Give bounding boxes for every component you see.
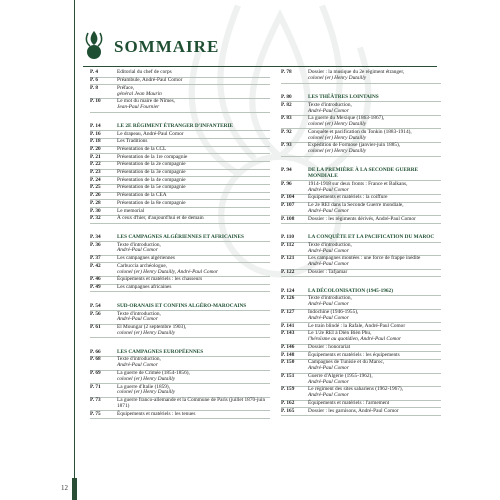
- toc-page-number: P. 80: [281, 93, 292, 100]
- toc-entry[interactable]: [90, 398, 270, 412]
- toc-page-number: P. 146: [281, 343, 295, 350]
- toc-page-number: P. 4: [90, 69, 99, 76]
- toc-entry-title: La guerre d'Italie (1859), colonel (er) Henry Dutailly: [117, 385, 270, 397]
- toc-entry-title: El Moungar (2 septembre 1903), colonel (er) Henry Dutailly: [117, 325, 270, 337]
- toc-page-number: P. 28: [90, 199, 101, 206]
- toc-entry-title: Le drapeau, André-Paul Comor: [117, 130, 184, 137]
- toc-entry[interactable]: [281, 70, 441, 84]
- toc-entry[interactable]: [90, 242, 270, 256]
- toc-entry[interactable]: [90, 311, 270, 325]
- toc-entry-title: La guerre franco-allemande et la Commune de Paris (juillet 1870-juin 1871): [117, 397, 266, 410]
- toc-page-number: P. 69: [90, 369, 101, 376]
- toc-page-number: P. 162: [281, 400, 295, 407]
- toc-entry-title: Équipements et matériels : les chasseurs: [117, 276, 203, 283]
- toc-page-number: P. 104: [281, 194, 295, 201]
- toc-entry[interactable]: [90, 325, 270, 339]
- toc-entry[interactable]: [90, 285, 270, 293]
- toc-page-number: P. 37: [90, 255, 101, 262]
- toc-page-number: P. 49: [90, 284, 101, 291]
- section-gap: [281, 157, 441, 168]
- toc-page-number: P. 159: [281, 386, 295, 393]
- toc-page-number: P. 73: [90, 397, 101, 404]
- toc-entry-title: DE LA PREMIÈRE À LA SECONDE GUERRE MONDIALE: [308, 167, 419, 179]
- toc-entry-title: Carbuccia archéologue, colonel (er) Henry Dutailly, André-Paul Comor: [117, 264, 270, 276]
- toc-page-number: P. 165: [281, 407, 295, 414]
- toc-entry-title: Guerre d'Algérie (1955-1962), André-Paul Comor: [308, 374, 441, 386]
- toc-page-number: P. 16: [90, 130, 101, 137]
- toc-page-number: P. 122: [281, 269, 295, 276]
- toc-entry-title: Préambule, André-Paul Comor: [117, 77, 183, 84]
- toc-entry[interactable]: [281, 181, 441, 195]
- toc-page-number: P. 32: [90, 215, 101, 222]
- toc-entry[interactable]: [281, 270, 441, 278]
- page-spine-rule: [74, 0, 75, 500]
- toc-page-number: P. 14: [90, 122, 101, 129]
- toc-entry-title: À ceux d'hier, d'aujourd'hui et de demain: [117, 215, 204, 222]
- toc-entry[interactable]: [281, 116, 441, 130]
- toc-entry-author: l'héroïsme au quotidien, André-Paul Comor: [308, 336, 402, 343]
- toc-entry-title: Dossier : honorariat: [308, 343, 351, 350]
- section-gap: [90, 224, 270, 235]
- toc-section-heading[interactable]: [281, 95, 441, 103]
- toc-entry-title: Présentation de la 3e compagnie: [117, 169, 186, 176]
- toc-entry-title: Texte d'introduction, André-Paul Comor: [117, 243, 270, 255]
- toc-entry-title: Équipements et matériels : les équipements: [308, 351, 400, 358]
- toc-entry-title: Présentation de la 5e compagnie: [117, 184, 186, 191]
- toc-page-number: P. 26: [90, 192, 101, 199]
- toc-page-number: P. 92: [281, 128, 292, 135]
- toc-entry-author: André-Paul Comor: [308, 207, 349, 214]
- toc-entry-author: André-Paul Comor: [308, 261, 349, 268]
- toc-page-number: P. 110: [281, 234, 295, 241]
- toc-entry-title: Présentation de la 1re compagnie: [117, 153, 188, 160]
- toc-entry[interactable]: [281, 216, 441, 224]
- toc-entry-title: Texte d'introduction, André-Paul Comor: [308, 296, 441, 308]
- toc-entry-title: Campagnes de Tunisie et du Maroc, André-Paul Comor: [308, 360, 441, 372]
- toc-entry-title: Équipements et matériels : l'armement: [308, 400, 390, 407]
- toc-right-column: [281, 70, 441, 416]
- toc-page-number: P. 23: [90, 169, 101, 176]
- toc-entry[interactable]: [281, 310, 441, 324]
- toc-page-number: P. 8: [90, 84, 99, 91]
- toc-entry-title: Présentation de la 4e compagnie: [117, 176, 186, 183]
- toc-entry-title: Indochine (1946-1955), André-Paul Comor: [308, 310, 441, 322]
- grenade-emblem-icon: [83, 30, 105, 60]
- section-gap: [90, 113, 270, 124]
- toc-entry-author: colonel (er) Henry Dutailly: [117, 375, 176, 382]
- toc-entry-author: André-Paul Comor: [308, 247, 349, 254]
- toc-page-number: P. 148: [281, 351, 295, 358]
- toc-entry-title: Le train blindé : la Rafale, André-Paul Comor: [308, 322, 406, 329]
- toc-entry-title: Texte d'introduction, André-Paul Comor: [117, 357, 270, 369]
- toc-entry-author: André-Paul Comor: [117, 316, 158, 323]
- toc-page-number: P. 124: [281, 287, 295, 294]
- toc-entry-title: Dossier : la musique du 2e régiment étranger, colonel (er) Henry Dutailly: [308, 70, 441, 82]
- page-title: SOMMAIRE: [114, 37, 220, 56]
- toc-page-number: P. 34: [90, 233, 101, 240]
- toc-entry-author: André-Paul Comor: [308, 314, 349, 321]
- section-gap: [281, 277, 441, 288]
- toc-page-number: P. 36: [90, 241, 101, 248]
- toc-page-number: P. 141: [281, 322, 295, 329]
- toc-page-number: P. 20: [90, 146, 101, 153]
- toc-entry[interactable]: [90, 85, 270, 99]
- toc-entry[interactable]: [90, 216, 270, 224]
- toc-entry[interactable]: [90, 200, 270, 208]
- toc-entry[interactable]: [281, 360, 441, 374]
- toc-page-number: P. 94: [281, 167, 292, 174]
- toc-page-number: P. 78: [281, 69, 292, 76]
- toc-entry-author: André-Paul Comor: [308, 392, 349, 399]
- toc-entry-title: 1914-1918 sur deux fronts : France et Balkans, André-Paul Comor: [308, 182, 441, 194]
- toc-entry-title: Les campagnes montées : une force de frappe inédite André-Paul Comor: [308, 256, 441, 268]
- toc-page-number: P. 112: [281, 241, 295, 248]
- toc-entry-author: colonel (er) Henry Dutailly, André-Paul Comor: [117, 268, 219, 275]
- toc-entry-author: général Jean Maurin: [117, 90, 162, 97]
- toc-entry-author: André-Paul Comor: [308, 107, 349, 114]
- toc-entry-title: Présentation de la 8e compagnie: [117, 199, 186, 206]
- toc-entry-title: LES CAMPAGNES EUROPÉENNES: [117, 348, 204, 355]
- toc-entry-title: Équipements et matériels : la coiffure: [308, 194, 388, 201]
- toc-page-number: P. 150: [281, 359, 295, 366]
- toc-entry-title: Présentation de la 2e compagnie: [117, 161, 186, 168]
- toc-page-number: P. 108: [281, 215, 295, 222]
- toc-entry-title: Le 2e REI dans la Seconde Guerre mondiale, André-Paul Comor: [308, 203, 441, 215]
- toc-entry-title: LA DÉCOLONISATION (1945-1962): [308, 287, 393, 294]
- toc-entry[interactable]: [281, 143, 441, 157]
- toc-page-number: P. 121: [281, 255, 295, 262]
- toc-entry[interactable]: [90, 384, 270, 398]
- toc-entry-title: La guerre de Crimée (1854-1856), colonel (er) Henry Dutailly: [117, 371, 270, 383]
- toc-page-number: P. 96: [281, 180, 292, 187]
- toc-entry-author: Jean-Paul Fournier: [117, 104, 160, 111]
- toc-entry-title: Présentation de la CEA: [117, 192, 167, 199]
- toc-entry-title: Les Traditions: [117, 138, 148, 145]
- toc-entry-title: La guerre du Mexique (1863-1867), colonel (er) Henry Dutailly: [308, 116, 441, 128]
- toc-entry-author: colonel (er) Henry Dutailly: [117, 330, 176, 337]
- toc-entry-author: colonel (er) Henry Dutailly: [308, 148, 367, 155]
- toc-entry[interactable]: [281, 408, 441, 416]
- toc-page-number: P. 75: [90, 410, 101, 417]
- toc-page-number: P. 25: [90, 184, 101, 191]
- toc-entry-author: André-Paul Comor: [308, 186, 349, 193]
- toc-entry-author: colonel (er) Henry Dutailly: [308, 121, 367, 128]
- toc-page-number: P. 30: [90, 207, 101, 214]
- toc-section-heading[interactable]: [281, 235, 441, 243]
- toc-entry-title: Préface, général Jean Maurin: [117, 86, 270, 98]
- toc-left-column: [90, 70, 270, 419]
- toc-page-number: P. 10: [90, 98, 101, 105]
- toc-entry-title: LA CONQUÊTE ET LA PACIFICATION DU MAROC: [308, 234, 435, 241]
- page-spine-tab: [72, 478, 77, 500]
- toc-page-number: P. 71: [90, 383, 101, 390]
- toc-entry-title: Conquête et pacification du Tonkin (1883-1914), colonel (er) Henry Dutailly: [308, 130, 441, 142]
- toc-entry-title: Texte d'introduction, André-Paul Comor: [117, 312, 270, 324]
- page-folio: 12: [61, 484, 68, 492]
- toc-page-number: P. 126: [281, 295, 295, 302]
- toc-entry-author: colonel (er) Henry Dutailly: [308, 134, 367, 141]
- toc-page-number: P. 93: [281, 142, 292, 149]
- toc-entry-author: André-Paul Comor: [308, 301, 349, 308]
- toc-entry[interactable]: [281, 387, 441, 401]
- toc-entry-title: LE 2E RÉGIMENT ÉTRANGER D'INFANTERIE: [117, 122, 234, 129]
- toc-page-number: P. 66: [90, 348, 101, 355]
- toc-entry[interactable]: [281, 296, 441, 310]
- toc-section-heading[interactable]: [90, 303, 270, 311]
- toc-section-heading[interactable]: [281, 168, 441, 182]
- toc-page-number: P. 82: [281, 101, 292, 108]
- toc-entry-author: André-Paul Comor: [117, 247, 158, 254]
- toc-entry-title: LES CAMPAGNES ALGÉRIENNES ET AFRICAINES: [117, 233, 244, 240]
- toc-entry-author: André-Paul Comor: [308, 378, 349, 385]
- toc-entry-author: André-Paul Comor: [308, 365, 349, 372]
- toc-page-number: P. 6: [90, 77, 99, 84]
- toc-page-number: P. 107: [281, 201, 295, 208]
- toc-entry-author: André-Paul Comor: [117, 362, 158, 369]
- toc-page-number: P. 127: [281, 309, 295, 316]
- toc-page-number: P. 21: [90, 153, 101, 160]
- toc-entry[interactable]: [281, 102, 441, 116]
- toc-page-number: P. 18: [90, 138, 101, 145]
- toc-entry-title: LES THÉÂTRES LOINTAINS: [308, 93, 379, 100]
- toc-entry-title: Dossier : les régiments dérivés, André-Paul Comor: [308, 215, 416, 222]
- toc-entry-title: SUD-ORANAIS ET CONFINS ALGÉRO-MAROCAINS: [117, 302, 247, 309]
- toc-entry[interactable]: [90, 99, 270, 113]
- toc-entry-title: Les campagnes africaines: [117, 284, 172, 291]
- toc-entry-title: Texte d'introduction, André-Paul Comor: [308, 103, 441, 115]
- toc-entry-title: Le 1/2e REI à Dièn Bièn Phu, l'héroïsme au quotidien, André-Paul Comor: [308, 331, 441, 343]
- toc-entry[interactable]: [90, 411, 270, 419]
- toc-page-number: P. 46: [90, 276, 101, 283]
- toc-entry-title: Dossier : les garnisons, André-Paul Comor: [308, 407, 399, 414]
- toc-entry-title: Présentation de la CCL: [117, 146, 167, 153]
- toc-entry[interactable]: [90, 357, 270, 371]
- toc-entry-title: Dossier : Tafjamar: [308, 269, 348, 276]
- toc-entry[interactable]: [281, 256, 441, 270]
- toc-page-number: P. 68: [90, 356, 101, 363]
- toc-section-heading[interactable]: [281, 288, 441, 296]
- toc-entry-title: Texte d'introduction, André-Paul Comor: [308, 243, 441, 255]
- section-gap: [90, 292, 270, 303]
- toc-page-number: P. 61: [90, 324, 101, 331]
- toc-entry[interactable]: [281, 203, 441, 217]
- toc-entry-title: Équipements et matériels : les tenues: [117, 410, 196, 417]
- toc-entry-title: Le memorial: [117, 207, 145, 214]
- toc-page-number: P. 54: [90, 302, 101, 309]
- toc-entry-author: colonel (er) Henry Dutailly: [117, 389, 176, 396]
- toc-entry[interactable]: [90, 371, 270, 385]
- toc-page-number: P. 83: [281, 115, 292, 122]
- title-rule: [83, 66, 437, 67]
- toc-page-number: P. 22: [90, 161, 101, 168]
- toc-entry-title: Editorial du chef de corps: [117, 69, 172, 76]
- toc-entry-title: Le régiment des sites sahariens (1962-1967), André-Paul Comor: [308, 387, 441, 399]
- toc-page-number: P. 56: [90, 310, 101, 317]
- toc-entry[interactable]: [281, 331, 441, 345]
- toc-entry-author: colonel (er) Henry Dutailly: [308, 75, 367, 82]
- toc-entry-title: Le mot du maire de Nîmes, Jean-Paul Fournier: [117, 99, 270, 111]
- section-gap: [281, 84, 441, 95]
- section-gap: [90, 338, 270, 349]
- toc-page-number: P. 42: [90, 262, 101, 269]
- toc-entry-title: Les campagnes algériennes: [117, 255, 175, 262]
- toc-entry-title: Expédition de Formose (janvier-juin 1885), colonel (er) Henry Dutailly: [308, 143, 441, 155]
- toc-page-number: P. 143: [281, 330, 295, 337]
- toc-page-number: P. 151: [281, 372, 295, 379]
- toc-page-number: P. 24: [90, 176, 101, 183]
